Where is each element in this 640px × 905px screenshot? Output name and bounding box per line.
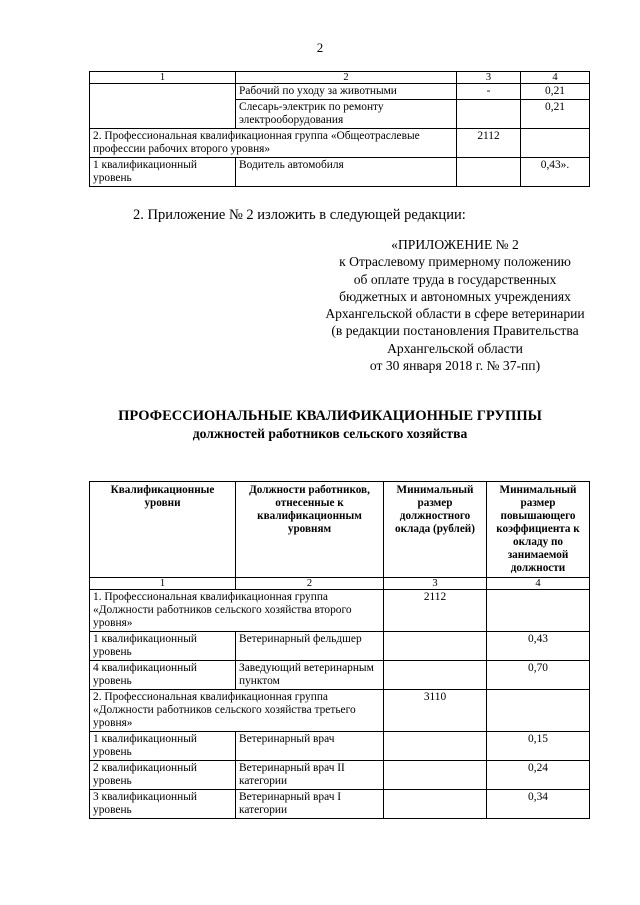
salary-cell: 2112 bbox=[457, 129, 521, 158]
salary-cell: 2112 bbox=[384, 590, 487, 632]
level-cell: 1 квалификационный уровень bbox=[90, 158, 236, 187]
header-levels: Квалификационные уровни bbox=[90, 482, 236, 578]
position-cell: Ветеринарный врач I категории bbox=[236, 790, 384, 819]
continued-table bbox=[89, 71, 590, 187]
salary-cell bbox=[384, 661, 487, 690]
table-row bbox=[90, 661, 590, 690]
level-cell bbox=[90, 84, 236, 129]
table-row bbox=[90, 790, 590, 819]
group-title: 2. Профессиональная квалификационная группа «Общеотраслевые профессии рабочих второго уровня» bbox=[90, 129, 457, 158]
col-number: 3 bbox=[457, 72, 521, 84]
position-cell: Рабочий по уходу за животными bbox=[236, 84, 457, 100]
heading-title: ПРОФЕССИОНАЛЬНЫЕ КВАЛИФИКАЦИОННЫЕ ГРУППЫ bbox=[118, 408, 542, 424]
appendix-line: Архангельской области в сфере ветеринарии bbox=[325, 306, 585, 322]
heading-subtitle: должностей работников сельского хозяйства bbox=[192, 426, 468, 441]
position-cell: Водитель автомобиля bbox=[236, 158, 457, 187]
col-number: 2 bbox=[236, 578, 384, 590]
appendix-line: «ПРИЛОЖЕНИЕ № 2 bbox=[391, 237, 519, 252]
position-cell: Ветеринарный фельдшер bbox=[236, 632, 384, 661]
header-coefficient: Минимальный размер повышающего коэффициента к окладу по занимаемой должности bbox=[487, 482, 590, 578]
appendix-line: Архангельской области bbox=[387, 340, 523, 356]
coef-cell: 0,70 bbox=[487, 661, 590, 690]
page-number: 2 bbox=[316, 40, 324, 55]
appendix-line: бюджетных и автономных учреждениях bbox=[339, 288, 571, 304]
coef-cell: 0,15 bbox=[487, 732, 590, 761]
group-title: 1. Профессиональная квалификационная группа «Должности работников сельского хозяйства второго уровня» bbox=[90, 590, 384, 632]
level-cell: 1 квалификационный уровень bbox=[90, 732, 236, 761]
header-salary: Минимальный размер должностного оклада (рублей) bbox=[384, 482, 487, 578]
appendix-line: от 30 января 2018 г. № 37-пп) bbox=[369, 358, 541, 374]
col-number: 3 bbox=[384, 578, 487, 590]
section-heading bbox=[0, 408, 640, 442]
salary-cell bbox=[384, 732, 487, 761]
column-number-row bbox=[90, 578, 590, 590]
group-row bbox=[90, 690, 590, 732]
col-number: 2 bbox=[236, 72, 457, 84]
position-cell: Ветеринарный врач bbox=[236, 732, 384, 761]
empty-cell bbox=[487, 590, 590, 632]
salary-cell bbox=[457, 158, 521, 187]
salary-cell bbox=[384, 790, 487, 819]
coef-cell: 0,34 bbox=[487, 790, 590, 819]
amendment-paragraph: 2. Приложение № 2 изложить в следующей редакции: bbox=[133, 207, 466, 223]
group-title: 2. Профессиональная квалификационная группа «Должности работников сельского хозяйства третьего уровня» bbox=[90, 690, 384, 732]
level-cell: 2 квалификационный уровень bbox=[90, 761, 236, 790]
appendix-line: к Отраслевому примерному положению bbox=[339, 254, 571, 270]
group-row bbox=[90, 590, 590, 632]
col-number: 1 bbox=[90, 578, 236, 590]
coef-cell: 0,21 bbox=[521, 84, 590, 100]
salary-cell: 3110 bbox=[384, 690, 487, 732]
appendix-block bbox=[290, 236, 620, 374]
appendix-line: (в редакции постановления Правительства bbox=[331, 323, 579, 339]
table-row bbox=[90, 761, 590, 790]
table-row bbox=[90, 732, 590, 761]
appendix-line: об оплате труда в государственных bbox=[353, 271, 557, 287]
position-cell: Слесарь-электрик по ремонту электрооборудования bbox=[236, 100, 457, 129]
coef-cell: 0,24 bbox=[487, 761, 590, 790]
col-number: 4 bbox=[521, 72, 590, 84]
salary-cell bbox=[384, 632, 487, 661]
qualification-groups-table bbox=[89, 481, 590, 819]
col-number: 1 bbox=[90, 72, 236, 84]
level-cell: 4 квалификационный уровень bbox=[90, 661, 236, 690]
level-cell: 1 квалификационный уровень bbox=[90, 632, 236, 661]
header-row bbox=[90, 482, 590, 578]
coef-cell: 0,43». bbox=[521, 158, 590, 187]
salary-cell bbox=[457, 100, 521, 129]
table-row bbox=[90, 158, 590, 187]
salary-cell: - bbox=[457, 84, 521, 100]
level-cell: 3 квалификационный уровень bbox=[90, 790, 236, 819]
coef-cell: 0,43 bbox=[487, 632, 590, 661]
empty-cell bbox=[487, 690, 590, 732]
group-row bbox=[90, 129, 590, 158]
col-number: 4 bbox=[487, 578, 590, 590]
column-number-row bbox=[90, 72, 590, 84]
table-row bbox=[90, 84, 590, 100]
table-row bbox=[90, 632, 590, 661]
header-positions: Должности работников, отнесенные к квалификационным уровням bbox=[236, 482, 384, 578]
coef-cell: 0,21 bbox=[521, 100, 590, 129]
position-cell: Заведующий ветеринарным пунктом bbox=[236, 661, 384, 690]
position-cell: Ветеринарный врач II категории bbox=[236, 761, 384, 790]
empty-cell bbox=[521, 129, 590, 158]
salary-cell bbox=[384, 761, 487, 790]
